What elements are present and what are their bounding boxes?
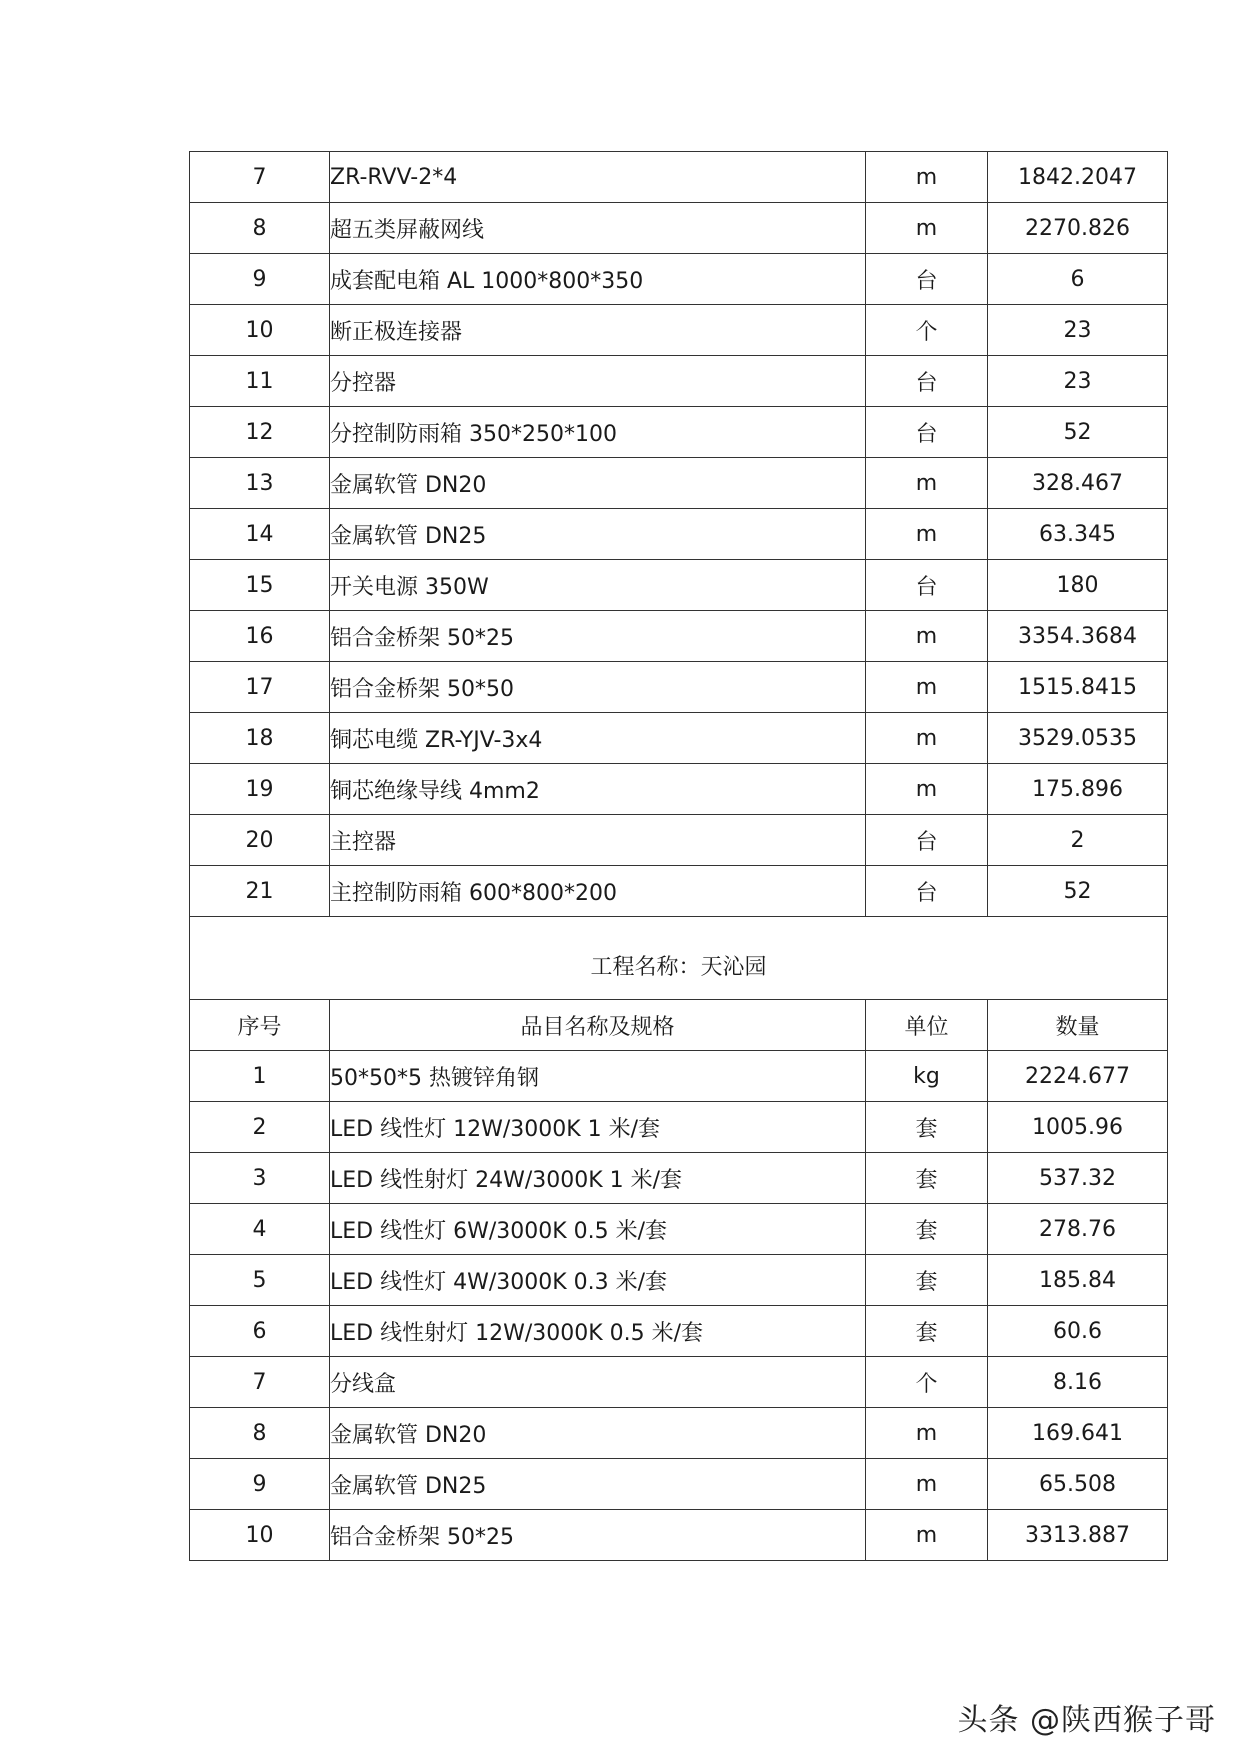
- item-unit: m: [866, 1408, 988, 1459]
- row-number: 5: [190, 1255, 330, 1306]
- item-unit: m: [866, 713, 988, 764]
- item-quantity: 3313.887: [988, 1510, 1168, 1561]
- item-name: 铜芯电缆 ZR-YJV-3x4: [330, 713, 866, 764]
- item-quantity: 2224.677: [988, 1051, 1168, 1102]
- item-quantity: 6: [988, 254, 1168, 305]
- row-number: 10: [190, 1510, 330, 1561]
- item-quantity: 180: [988, 560, 1168, 611]
- project-title-row: [190, 917, 1168, 1000]
- row-number: 9: [190, 254, 330, 305]
- item-quantity: 278.76: [988, 1204, 1168, 1255]
- table-row: [190, 1255, 1168, 1306]
- table-row: [190, 1051, 1168, 1102]
- header-number: 序号: [190, 1000, 330, 1051]
- row-number: 3: [190, 1153, 330, 1204]
- header-quantity: 数量: [988, 1000, 1168, 1051]
- item-name: LED 线性灯 6W/3000K 0.5 米/套: [330, 1204, 866, 1255]
- item-name: LED 线性射灯 24W/3000K 1 米/套: [330, 1153, 866, 1204]
- item-unit: 套: [866, 1255, 988, 1306]
- item-unit: 台: [866, 866, 988, 917]
- table-row: [190, 764, 1168, 815]
- item-quantity: 169.641: [988, 1408, 1168, 1459]
- item-quantity: 65.508: [988, 1459, 1168, 1510]
- item-quantity: 23: [988, 356, 1168, 407]
- header-unit: 单位: [866, 1000, 988, 1051]
- item-quantity: 23: [988, 305, 1168, 356]
- row-number: 18: [190, 713, 330, 764]
- item-quantity: 1005.96: [988, 1102, 1168, 1153]
- table-row: [190, 305, 1168, 356]
- table-row: [190, 611, 1168, 662]
- table-row: [190, 458, 1168, 509]
- row-number: 8: [190, 1408, 330, 1459]
- row-number: 2: [190, 1102, 330, 1153]
- table-row: [190, 509, 1168, 560]
- item-quantity: 63.345: [988, 509, 1168, 560]
- row-number: 15: [190, 560, 330, 611]
- item-unit: kg: [866, 1051, 988, 1102]
- item-name: LED 线性灯 4W/3000K 0.3 米/套: [330, 1255, 866, 1306]
- item-unit: m: [866, 203, 988, 254]
- row-number: 10: [190, 305, 330, 356]
- item-unit: m: [866, 764, 988, 815]
- item-name: 铜芯绝缘导线 4mm2: [330, 764, 866, 815]
- quantity-table: [189, 151, 1168, 1561]
- item-quantity: 175.896: [988, 764, 1168, 815]
- item-unit: 台: [866, 407, 988, 458]
- item-unit: 台: [866, 560, 988, 611]
- row-number: 1: [190, 1051, 330, 1102]
- table-row: [190, 1408, 1168, 1459]
- item-quantity: 537.32: [988, 1153, 1168, 1204]
- row-number: 12: [190, 407, 330, 458]
- item-quantity: 60.6: [988, 1306, 1168, 1357]
- item-unit: 套: [866, 1306, 988, 1357]
- table-row: [190, 356, 1168, 407]
- item-name: 开关电源 350W: [330, 560, 866, 611]
- item-unit: 台: [866, 356, 988, 407]
- item-name: 金属软管 DN25: [330, 1459, 866, 1510]
- row-number: 11: [190, 356, 330, 407]
- item-unit: 个: [866, 1357, 988, 1408]
- item-quantity: 2270.826: [988, 203, 1168, 254]
- table-row: [190, 1204, 1168, 1255]
- item-name: 断正极连接器: [330, 305, 866, 356]
- item-unit: 台: [866, 254, 988, 305]
- item-name: 成套配电箱 AL 1000*800*350: [330, 254, 866, 305]
- project-title: 工程名称：天沁园: [190, 917, 1168, 1000]
- row-number: 14: [190, 509, 330, 560]
- table-header-row: [190, 1000, 1168, 1051]
- item-name: 分控器: [330, 356, 866, 407]
- item-unit: m: [866, 509, 988, 560]
- item-name: 铝合金桥架 50*50: [330, 662, 866, 713]
- item-quantity: 185.84: [988, 1255, 1168, 1306]
- row-number: 8: [190, 203, 330, 254]
- item-quantity: 328.467: [988, 458, 1168, 509]
- item-name: 金属软管 DN20: [330, 458, 866, 509]
- row-number: 6: [190, 1306, 330, 1357]
- item-quantity: 8.16: [988, 1357, 1168, 1408]
- item-name: ZR-RVV-2*4: [330, 152, 866, 203]
- item-quantity: 52: [988, 407, 1168, 458]
- item-quantity: 2: [988, 815, 1168, 866]
- item-name: 分控制防雨箱 350*250*100: [330, 407, 866, 458]
- item-unit: m: [866, 1510, 988, 1561]
- table-row: [190, 1306, 1168, 1357]
- table-row: [190, 152, 1168, 203]
- item-name: 金属软管 DN20: [330, 1408, 866, 1459]
- item-quantity: 3354.3684: [988, 611, 1168, 662]
- item-unit: m: [866, 152, 988, 203]
- item-unit: 套: [866, 1102, 988, 1153]
- item-quantity: 1842.2047: [988, 152, 1168, 203]
- quantity-table-body: [190, 152, 1168, 1561]
- item-unit: m: [866, 1459, 988, 1510]
- table-row: [190, 815, 1168, 866]
- row-number: 17: [190, 662, 330, 713]
- item-unit: 个: [866, 305, 988, 356]
- row-number: 9: [190, 1459, 330, 1510]
- table-row: [190, 254, 1168, 305]
- table-row: [190, 1153, 1168, 1204]
- item-name: LED 线性灯 12W/3000K 1 米/套: [330, 1102, 866, 1153]
- item-quantity: 1515.8415: [988, 662, 1168, 713]
- row-number: 21: [190, 866, 330, 917]
- row-number: 7: [190, 1357, 330, 1408]
- item-name: 超五类屏蔽网线: [330, 203, 866, 254]
- item-name: 分线盒: [330, 1357, 866, 1408]
- item-unit: m: [866, 662, 988, 713]
- item-name: 50*50*5 热镀锌角钢: [330, 1051, 866, 1102]
- row-number: 20: [190, 815, 330, 866]
- table-row: [190, 1102, 1168, 1153]
- item-unit: 套: [866, 1204, 988, 1255]
- table-row: [190, 1459, 1168, 1510]
- item-unit: 套: [866, 1153, 988, 1204]
- row-number: 13: [190, 458, 330, 509]
- item-quantity: 52: [988, 866, 1168, 917]
- header-item-name: 品目名称及规格: [330, 1000, 866, 1051]
- item-name: 铝合金桥架 50*25: [330, 1510, 866, 1561]
- item-name: 金属软管 DN25: [330, 509, 866, 560]
- table-row: [190, 560, 1168, 611]
- item-unit: 台: [866, 815, 988, 866]
- row-number: 19: [190, 764, 330, 815]
- item-unit: m: [866, 611, 988, 662]
- item-name: 主控制防雨箱 600*800*200: [330, 866, 866, 917]
- watermark: 头条 @陕西猴子哥: [957, 1703, 1216, 1738]
- table-row: [190, 407, 1168, 458]
- table-row: [190, 662, 1168, 713]
- item-quantity: 3529.0535: [988, 713, 1168, 764]
- row-number: 16: [190, 611, 330, 662]
- item-name: 铝合金桥架 50*25: [330, 611, 866, 662]
- item-unit: m: [866, 458, 988, 509]
- item-name: LED 线性射灯 12W/3000K 0.5 米/套: [330, 1306, 866, 1357]
- table-row: [190, 203, 1168, 254]
- table-row: [190, 713, 1168, 764]
- table-row: [190, 866, 1168, 917]
- item-name: 主控器: [330, 815, 866, 866]
- table-row: [190, 1357, 1168, 1408]
- row-number: 4: [190, 1204, 330, 1255]
- table-row: [190, 1510, 1168, 1561]
- row-number: 7: [190, 152, 330, 203]
